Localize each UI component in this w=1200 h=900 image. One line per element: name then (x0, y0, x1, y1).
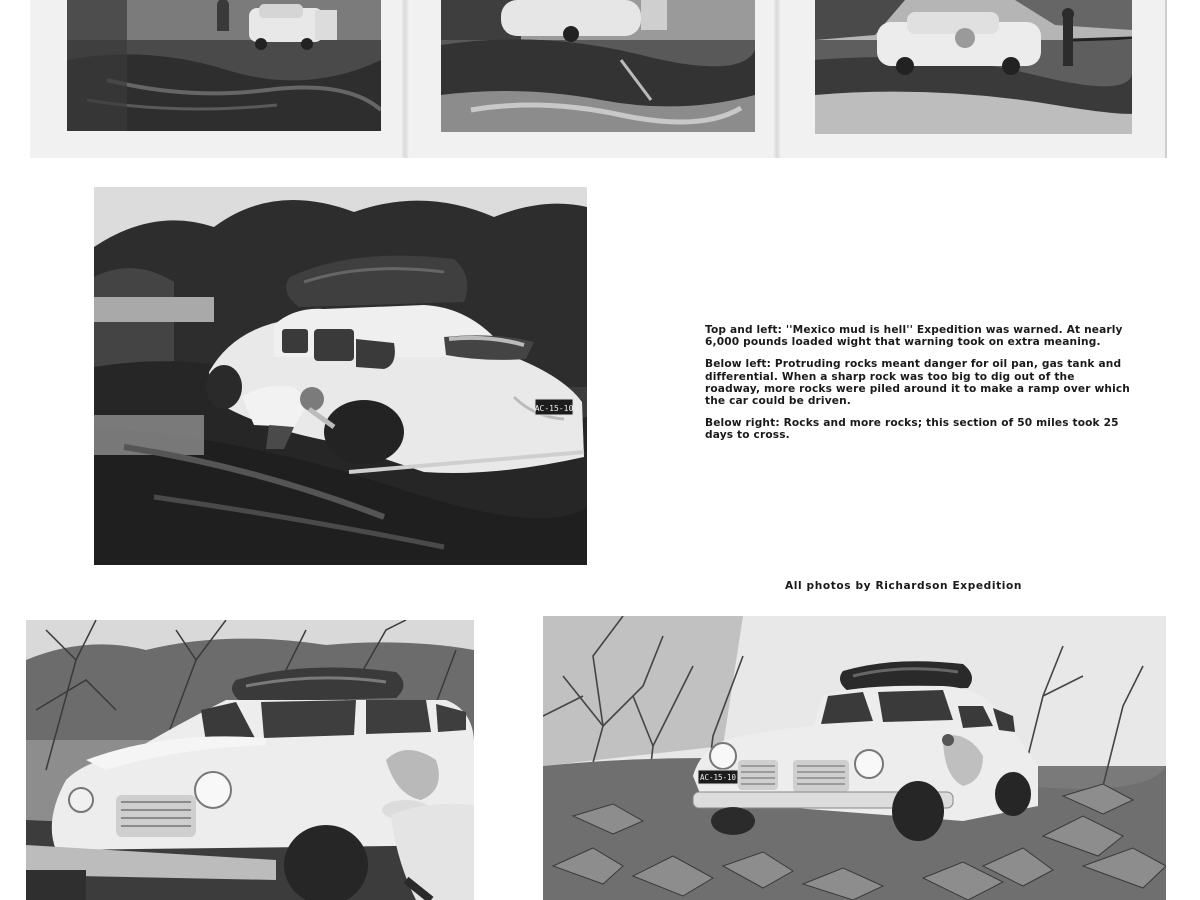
caption-below-left: Below left: Protruding rocks meant danger for oil pan, gas tank and differential. When a sharp rock was too big to dig out of the roadway, more rocks were piled around it to make a ramp over which the car could be driven. (705, 358, 1130, 408)
caption-below-right: Below right: Rocks and more rocks; this section of 50 miles took 25 days to cross. (705, 417, 1119, 442)
plate-bottom-right: AC-15-10 (699, 773, 737, 782)
photo-top-middle-mud (441, 0, 755, 132)
photo-top-left-mud (67, 0, 381, 131)
caption-block (705, 324, 1130, 452)
strip-divider (772, 0, 782, 158)
caption-top-and-left: Top and left: ''Mexico mud is hell'' Expedition was warned. At nearly 6,000 pounds loaded wight that warning took on extra meaning. (705, 324, 1123, 349)
strip-divider (400, 0, 410, 158)
photo-bottom-left-rocks (26, 620, 474, 900)
photo-main-car-mud (94, 187, 587, 565)
photo-credit: All photos by Richardson Expedition (785, 580, 1023, 592)
plate-main: AC-15-10 (534, 404, 574, 413)
photo-top-right-mud (815, 0, 1132, 134)
photo-bottom-right-rocks (543, 616, 1166, 900)
